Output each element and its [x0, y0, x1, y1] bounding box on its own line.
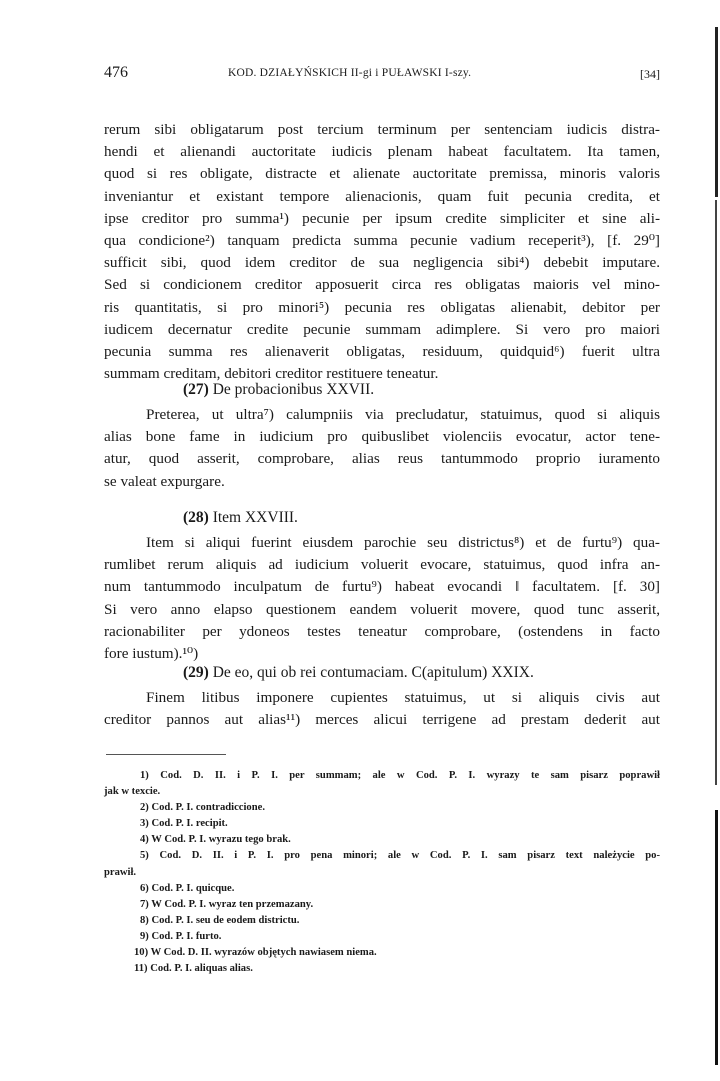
section-title: Item XXVIII.	[212, 509, 298, 526]
text-line: creditor pannos aut alias¹¹) merces alicui terrigene ad prestam dederit aut	[104, 711, 660, 729]
running-title: KOD. DZIAŁYŃSKICH II-gi i PUŁAWSKI I-szy.	[228, 67, 472, 79]
footnote: 9) Cod. P. I. furto.	[140, 930, 222, 942]
text-line: hendi et alienandi auctoritate iudicis plenam habeat facultatem. Ita tamen,	[104, 143, 660, 161]
text-line: qua condicione²) tanquam predicta summa pecunie vadium receperit³), [f. 29⁰]	[104, 231, 660, 249]
section-title: De eo, qui ob rei contumaciam. C(apitulum) XXIX.	[212, 664, 534, 681]
text-line: sufficit sibi, quod idem creditor de sua negligencia sibi⁴) debebit imputare.	[104, 254, 660, 272]
footnote: 1) Cod. D. II. i P. I. per summam; ale w Cod. P. I. wyrazy te sam pisarz poprawił	[140, 770, 660, 781]
text-line: Sed si condicionem creditor apposuerit circa res obligatas maioris vel mino-	[104, 276, 660, 294]
text-line: Finem litibus imponere cupientes statuimus, ut si aliquis civis aut	[146, 689, 660, 706]
footnote: 7) W Cod. P. I. wyraz ten przemazany.	[140, 898, 314, 910]
footnote-divider	[106, 754, 226, 755]
text-line: iudicem decernatur credite pecunie summam adimplere. Si vero pro maiori	[104, 320, 660, 338]
text-line: Item si aliqui fuerint eiusdem parochie seu districtus⁸) et de furtu⁹) qua-	[146, 534, 660, 551]
section-29-body	[104, 687, 660, 731]
footnote: 8) Cod. P. I. seu de eodem districtu.	[140, 914, 300, 926]
text-line: quod si res obligate, distracte et alienate auctoritate premissa, minoris valoris	[104, 165, 660, 183]
section-number: (28)	[183, 509, 209, 526]
section-number: (29)	[183, 664, 209, 681]
text-line: se valeat expurgare.	[104, 472, 225, 490]
footnote: 6) Cod. P. I. quicque.	[140, 882, 235, 894]
footnote-continuation: jak w texcie.	[104, 786, 161, 798]
page-number: 476	[104, 64, 128, 81]
footnote: 4) W Cod. P. I. wyrazu tego brak.	[140, 834, 291, 846]
section-number: (27)	[183, 381, 209, 398]
section-heading-28	[183, 509, 298, 527]
footnote: 2) Cod. P. I. contradiccione.	[140, 802, 265, 814]
text-line: inveniantur et existant tempore alienacionis, quam fuit pecunia credita, et	[104, 187, 660, 205]
text-line: fore iustum).¹⁰)	[104, 644, 199, 662]
text-line: racionabiliter per ydoneos testes teneatur comprobare, (ostendens in facto	[104, 622, 660, 640]
page-edge-middle	[715, 200, 717, 785]
text-line: ipse creditor pro summa¹) pecunie per ipsum credite simpliciter et sine ali-	[104, 209, 660, 227]
footnote: 11) Cod. P. I. aliquas alias.	[134, 963, 253, 975]
section-28-body	[104, 532, 660, 665]
text-line: alias bone fame in iudicium pro quibuslibet violenciis evocatur, actor tene-	[104, 428, 660, 446]
body-block-1	[104, 119, 660, 385]
running-header	[104, 66, 660, 86]
section-title: De probacionibus XXVII.	[212, 381, 375, 398]
text-line: summam creditam, debitori creditor restituere teneatur.	[104, 365, 439, 383]
footnote: 10) W Cod. D. II. wyrazów objętych nawiasem niema.	[134, 947, 377, 959]
text-line: rumlibet rerum aliquis ad iudicium voluerit evocare, statuimus, quod infra an-	[104, 556, 660, 574]
text-line: pecunia summa res alienaverit obligatas, residuum, quidquid⁶) fuerit ultra	[104, 342, 660, 360]
section-27-body	[104, 404, 660, 493]
text-line: rerum sibi obligatarum post tercium terminum per sentenciam iudicis distra-	[104, 121, 660, 138]
footnote: 5) Cod. D. II. i P. I. pro pena minori; ale w Cod. P. I. sam pisarz text należycie po-	[140, 850, 660, 862]
section-heading-29	[183, 664, 534, 682]
footnote-continuation: prawił.	[104, 866, 137, 878]
section-heading-27	[183, 381, 374, 399]
section-marker: [34]	[640, 67, 660, 81]
footnotes	[104, 768, 660, 977]
text-line: Preterea, ut ultra⁷) calumpniis via precludatur, statuimus, quod si aliquis	[146, 406, 660, 423]
text-line: Si vero anno elapso questionem eandem voluerit movere, quod tunc asserit,	[104, 600, 660, 618]
text-line: atur, quod asserit, comprobare, alias reus tantummodo proprio iuramento	[104, 450, 660, 468]
page-edge-top	[715, 27, 718, 197]
text-line: num tantummodo inculpatum de furtu⁹) habeat evocandi ‖ facultatem. [f. 30]	[104, 578, 660, 596]
text-line: ris quantitatis, si pro minori⁵) pecunia res obligatas alienabit, debitor per	[104, 298, 660, 316]
footnote: 3) Cod. P. I. recipit.	[140, 818, 228, 830]
page-edge-bottom	[715, 810, 718, 1065]
